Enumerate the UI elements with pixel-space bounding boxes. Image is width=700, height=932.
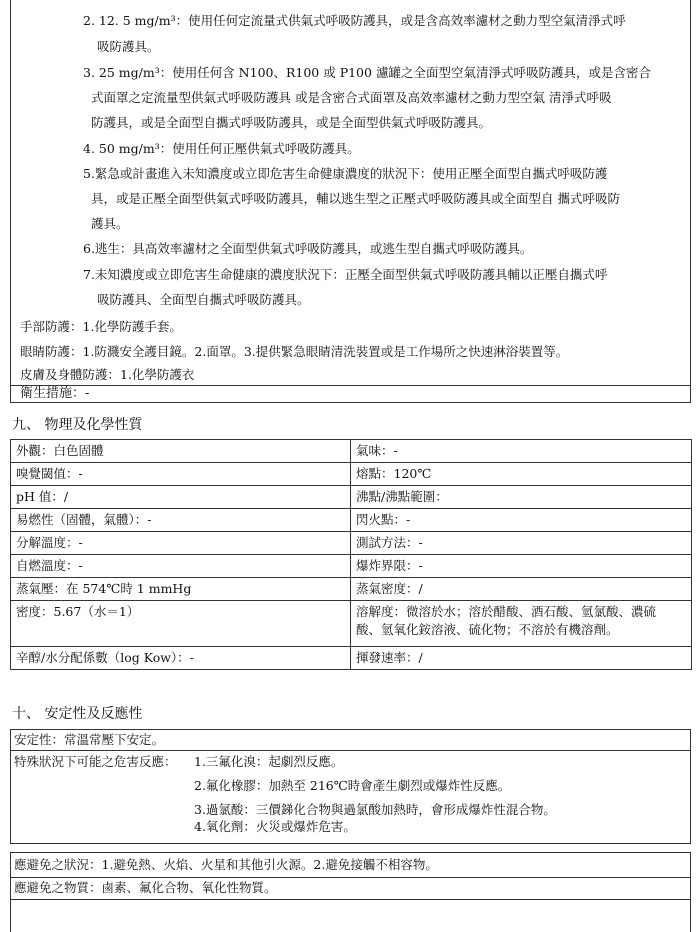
stability-text: 安定性：常溫常壓下安定。 [14, 732, 165, 747]
property-cell: 自燃溫度：- [11, 555, 351, 578]
solubility-cell [351, 601, 692, 647]
respirator-item: 式面罩之定流量型供氣式呼吸防護具 或是含密合式面罩及高效率濾材之動力型空氣 清淨式呼吸 [91, 90, 612, 105]
physical-properties-table [10, 439, 692, 670]
respirator-item: 防護具，或是全面型自攜式呼吸防護具，或是全面型供氣式呼吸防護具。 [91, 115, 492, 130]
property-cell: 爆炸界限：- [351, 555, 692, 578]
respirator-item: 4. 50 mg/m³：使用任何正壓供氣式呼吸防護具。 [83, 141, 360, 156]
respirator-item: 5.緊急或計畫進入未知濃度或立即危害生命健康濃度的狀況下：使用正壓全面型自攜式呼吸防護 [83, 166, 608, 181]
respirator-item: 護具。 [91, 216, 129, 231]
property-cell: 嗅覺閾值：- [11, 463, 351, 486]
respirator-item: 吸防護具。 [97, 39, 160, 54]
hazard-item: 2.氟化橡膠：加熱至 216℃時會產生劇烈或爆炸性反應。 [194, 778, 511, 793]
property-cell: 氣味：- [351, 440, 692, 463]
property-cell: 易燃性（固體，氣體）：- [11, 509, 351, 532]
respirator-item: 2. 12. 5 mg/m³：使用任何定流量式供氣式呼吸防護具，或是含高效率濾材之動力型空氣清淨式呼 [83, 13, 626, 28]
section-10-title: 十、 安定性及反應性 [12, 706, 143, 722]
property-cell: 閃火點：- [351, 509, 692, 532]
divider [10, 877, 691, 878]
property-cell: 蒸氣壓：在 574℃時 1 mmHg [11, 578, 351, 601]
respirator-item: 3. 25 mg/m³：使用任何含 N100、R100 或 P100 濾罐之全面型空氣清淨式呼吸防護具，或是含密合 [83, 65, 651, 80]
property-cell: 蒸氣密度：/ [351, 578, 692, 601]
octanol-cell: 辛醇/水分配係數（log Kow）：- [11, 647, 351, 670]
property-cell: 熔點：120℃ [351, 463, 692, 486]
hygiene-measures: 衛生措施：- [20, 386, 90, 401]
property-cell: 外觀：白色固體 [11, 440, 351, 463]
hand-protection: 手部防護：1.化學防護手套。 [20, 319, 182, 334]
hazard-item: 3.過氯酸：三價銻化合物與過氯酸加熱時，會形成爆炸性混合物。 [194, 802, 556, 817]
avoid-materials: 應避免之物質：鹵素、氟化合物、氧化性物質。 [14, 880, 277, 895]
respirator-item: 吸防護具、全面型自攜式呼吸防護具。 [97, 292, 310, 307]
hazard-item: 4.氧化劑：火災或爆炸危害。 [194, 819, 356, 834]
respirator-item: 具，或是正壓全面型供氣式呼吸防護具，輔以逃生型之正壓式呼吸防護具或全面型自 攜式呼吸防 [91, 191, 620, 206]
density-cell: 密度：5.67（水＝1） [11, 601, 351, 647]
respirator-item: 7.未知濃度或立即危害生命健康的濃度狀況下：正壓全面型供氣式呼吸防護具輔以正壓自攜式呼 [83, 267, 608, 282]
hazard-label: 特殊狀況下可能之危害反應： [14, 754, 177, 769]
solubility-line: 酸、氫氧化銨溶液、硫化物；不溶於有機溶劑。 [356, 622, 619, 637]
divider [10, 899, 691, 900]
skin-protection: 皮膚及身體防護：1.化學防護衣 [20, 367, 195, 382]
property-cell: 沸點/沸點範圍： [351, 486, 692, 509]
section-9-title: 九、 物理及化學性質 [12, 417, 143, 433]
solubility-line: 溶解度：微溶於水；溶於醋酸、酒石酸、氫氯酸、濃硫 [356, 604, 657, 619]
hazard-item: 1.三氟化溴：起劇烈反應。 [194, 754, 344, 769]
respirator-item: 6.逃生：具高效率濾材之全面型供氣式呼吸防護具，或逃生型自攜式呼吸防護具。 [83, 241, 533, 256]
evaporation-cell: 揮發速率：/ [351, 647, 692, 670]
eye-protection: 眼睛防護：1.防濺安全護目鏡。2.面罩。3.提供緊急眼睛清洗裝置或是工作場所之快速淋浴裝置等。 [20, 344, 569, 359]
divider [10, 385, 691, 386]
property-cell: 分解溫度：- [11, 532, 351, 555]
divider [10, 750, 691, 751]
property-cell: 測試方法：- [351, 532, 692, 555]
avoid-conditions: 應避免之狀況：1.避免熱、火焰、火星和其他引火源。2.避免接觸不相容物。 [14, 857, 438, 872]
property-cell: pH 值：/ [11, 486, 351, 509]
